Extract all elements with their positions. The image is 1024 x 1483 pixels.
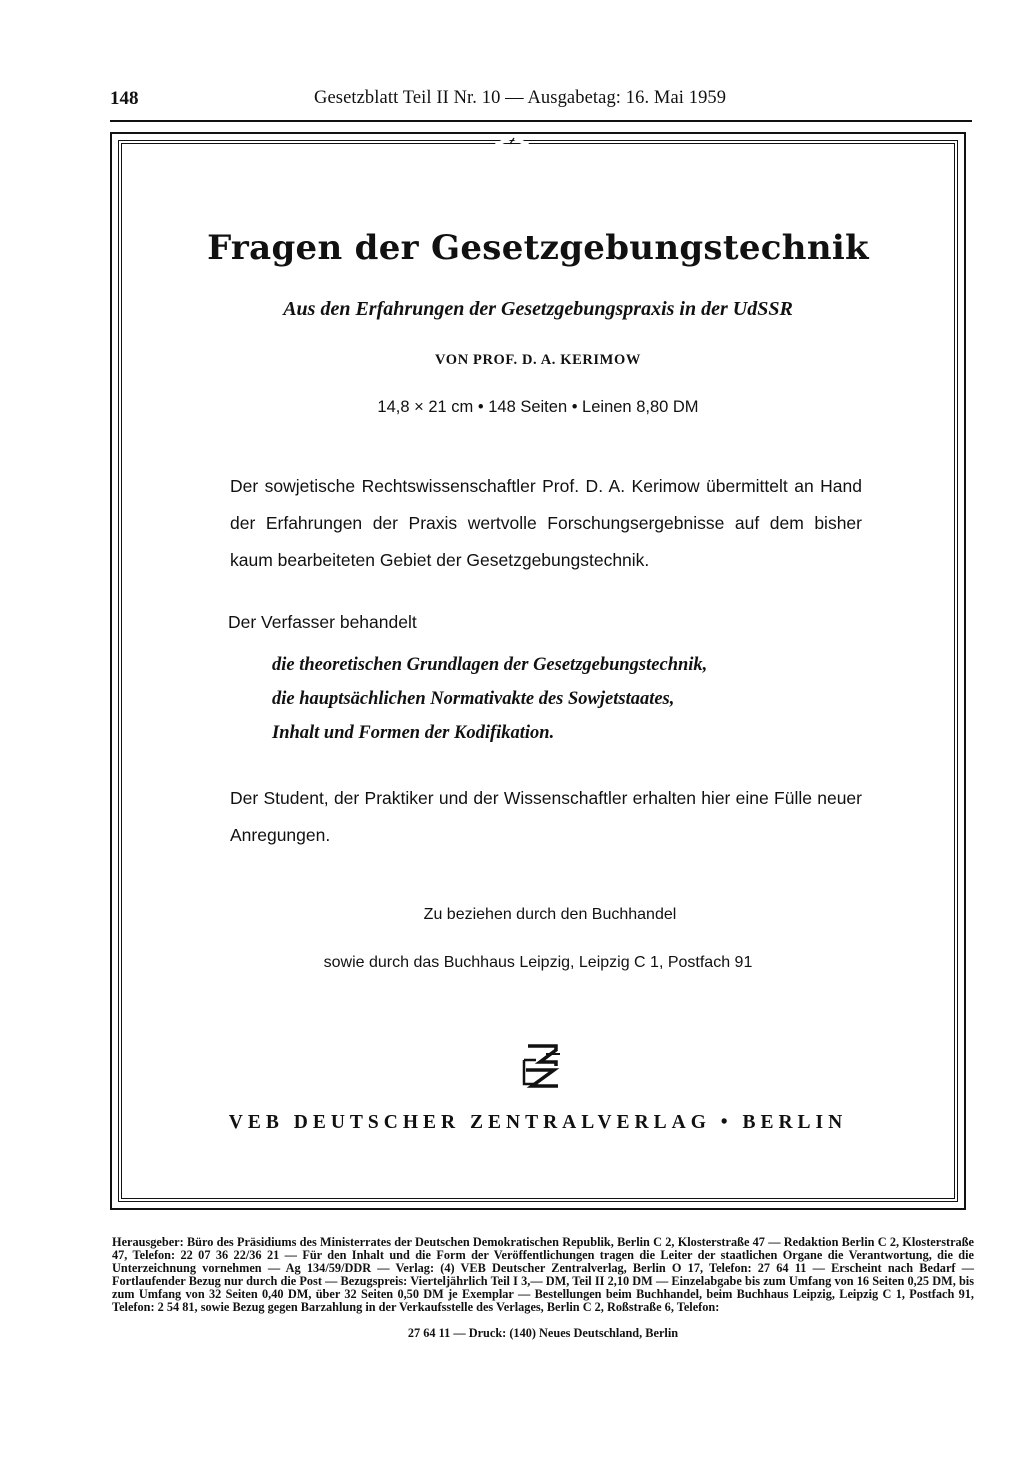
colophon-last-line: 27 64 11 — Druck: (140) Neues Deutschland, Berlin <box>407 1326 679 1340</box>
page-header <box>110 88 972 116</box>
list-item: Inhalt und Formen der Kodifikation. <box>272 723 555 743</box>
header-rule <box>110 120 972 122</box>
publisher-name: VEB DEUTSCHER ZENTRALVERLAG • BERLIN <box>228 1112 848 1133</box>
book-specs: 14,8 × 21 cm • 148 Seiten • Leinen 8,80 DM <box>377 398 699 416</box>
list-item: die theoretischen Grundlagen der Gesetzgebungstechnik, <box>272 655 708 675</box>
publisher-logo-icon <box>520 1040 564 1092</box>
topics-list <box>272 648 707 750</box>
colophon: Herausgeber: Büro des Präsidiums des Ministerrates der Deutschen Demokratischen Republik, Berlin C 2, Klosterstraße 47 — Redaktion Berlin C 2, Klosterstraße 47, Telefon: 22 07 36 22/36 21 — Für den Inhalt und die Form der Veröffentlichungen tragen die Leiter der staatlichen Organe die Verantwortung, die die Unterzeichnung vornehmen — Ag 134/59/DDR — Verlag: (4) VEB Deutscher Zentralverlag, Berlin O 17, Telefon: 27 64 11 — Erscheint nach Bedarf — Fortlaufender Bezug nur durch die Post — Bezugspreis: Vierteljährlich Teil I 3,— DM, Teil II 2,10 DM — Einzelabgabe bis zum Umfang von 16 Seiten 0,25 DM, bis zum Umfang von 32 Seiten 0,40 DM, über 32 Seiten 0,50 DM je Exemplar — Bestellungen beim Buchhandel, beim Buchhaus Leipzig, Leipzig C 1, Postfach 91, Telefon: 2 54 81, sowie Bezug gegen Barzahlung in der Verkaufsstelle des Verlages, Berlin C 2, Roßstraße 6, Telefon: <box>112 1235 974 1314</box>
topics-intro: Der Verfasser behandelt <box>228 612 417 632</box>
audience-text: Der Student, der Praktiker und der Wissenschaftler erhalten hier eine Fülle neuer Anregungen. <box>230 788 862 845</box>
availability-line-2: sowie durch das Buchhaus Leipzig, Leipzig C 1, Postfach 91 <box>323 954 753 971</box>
advertisement <box>122 144 954 1198</box>
book-title: Fragen der Gesetzgebungstechnik <box>207 228 869 268</box>
running-title: Gesetzblatt Teil II Nr. 10 — Ausgabetag: 16. Mai 1959 <box>314 88 727 108</box>
page-number: 148 <box>110 88 139 109</box>
book-subtitle: Aus den Erfahrungen der Gesetzgebungspraxis in der UdSSR <box>283 298 793 320</box>
availability-line-1: Zu beziehen durch den Buchhandel <box>423 906 677 923</box>
book-author: VON PROF. D. A. KERIMOW <box>435 352 641 368</box>
list-item: die hauptsächlichen Normativakte des Sowjetstaates, <box>272 689 675 709</box>
book-description: Der sowjetische Rechtswissenschaftler Prof. D. A. Kerimow übermittelt an Hand der Erfahrungen der Praxis wertvolle Forschungsergebnisse auf dem bisher kaum bearbeiteten Gebiet der Gesetzgebungstechnik. <box>230 476 862 570</box>
